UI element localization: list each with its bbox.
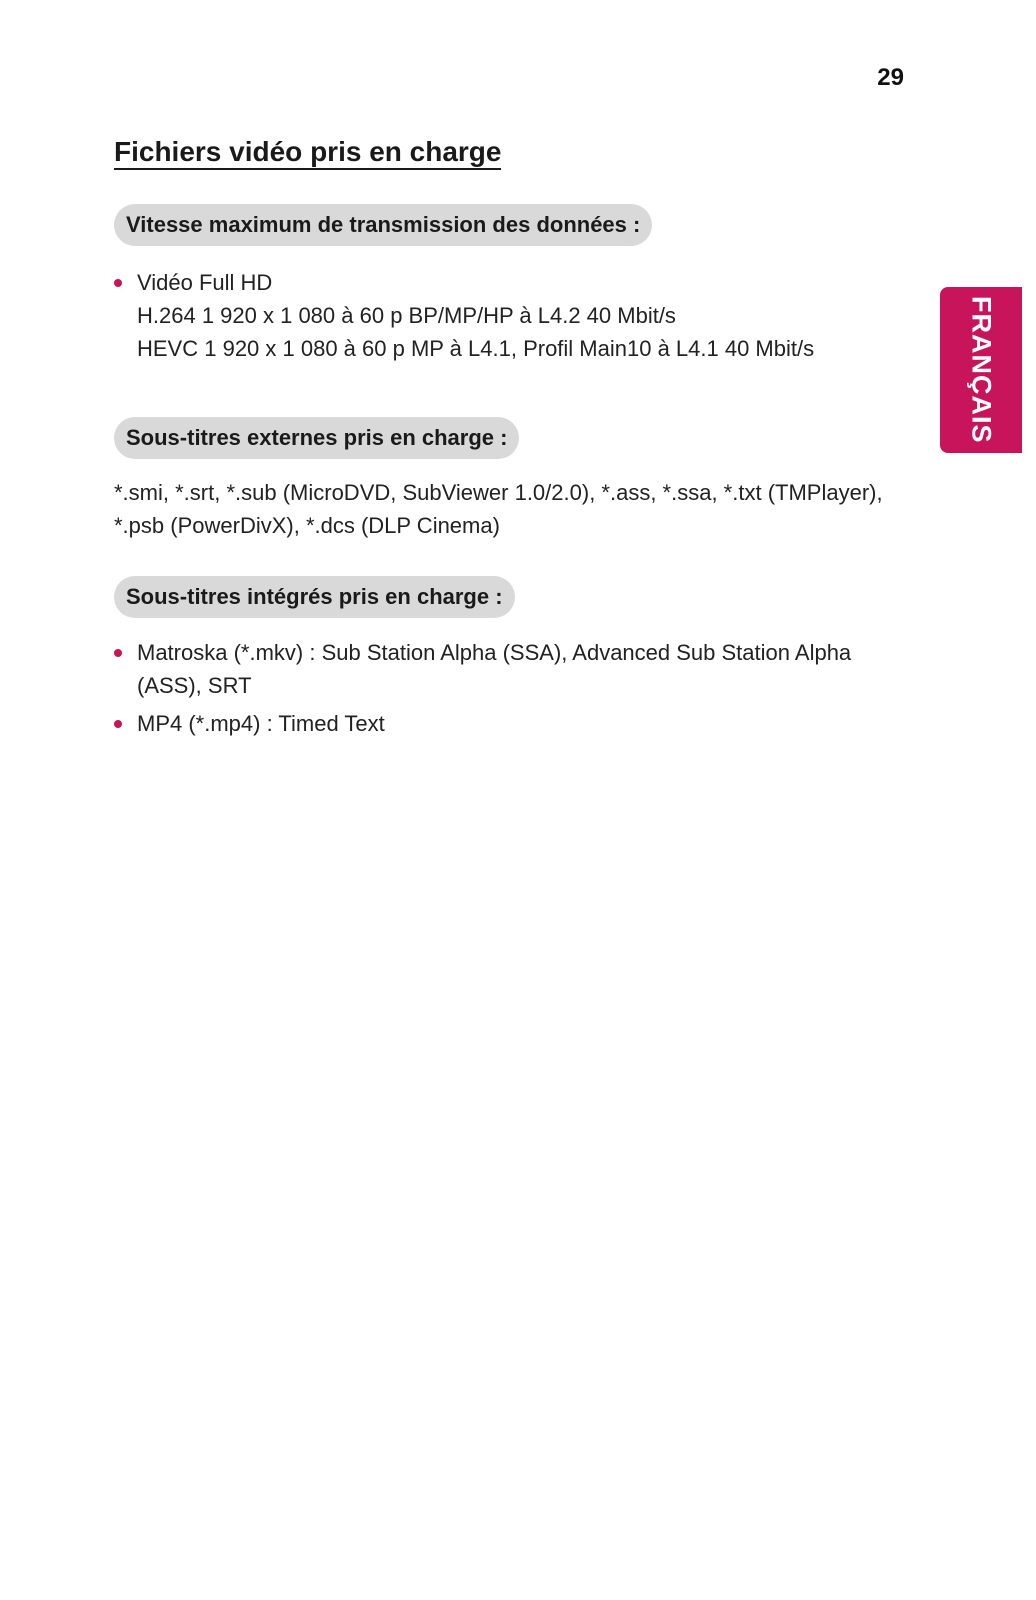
- bullet-dot-icon: [114, 649, 122, 657]
- list-item-line: MP4 (*.mp4) : Timed Text: [137, 711, 385, 736]
- list-item-line: (ASS), SRT: [137, 673, 252, 698]
- embedded-subtitles-list: [114, 636, 914, 740]
- list-item-line: H.264 1 920 x 1 080 à 60 p BP/MP/HP à L4.2 40 Mbit/s: [137, 303, 676, 328]
- list-item-line: Vidéo Full HD: [137, 270, 273, 295]
- language-tab-label: FRANÇAIS: [966, 296, 997, 444]
- paragraph-line: *.psb (PowerDivX), *.dcs (DLP Cinema): [114, 513, 500, 538]
- section-heading: Vitesse maximum de transmission des données :: [114, 204, 652, 246]
- bullet-dot-icon: [114, 720, 122, 728]
- page-number: 29: [877, 64, 904, 91]
- section-heading: Sous-titres intégrés pris en charge :: [114, 576, 515, 618]
- section-external-subtitles: [114, 365, 914, 542]
- page-content: [114, 136, 914, 740]
- section-heading: Sous-titres externes pris en charge :: [114, 417, 519, 459]
- list-item: [114, 266, 914, 365]
- language-tab: [940, 287, 1022, 453]
- page-title: Fichiers vidéo pris en charge: [114, 136, 501, 170]
- list-item-line: Matroska (*.mkv) : Sub Station Alpha (SSA), Advanced Sub Station Alpha: [137, 640, 852, 665]
- list-item: [114, 707, 914, 740]
- bitrate-list: [114, 266, 914, 365]
- external-subtitles-paragraph: [114, 476, 914, 542]
- list-item-line: HEVC 1 920 x 1 080 à 60 p MP à L4.1, Profil Main10 à L4.1 40 Mbit/s: [137, 336, 815, 361]
- paragraph-line: *.smi, *.srt, *.sub (MicroDVD, SubViewer 1.0/2.0), *.ass, *.ssa, *.txt (TMPlayer),: [114, 480, 883, 505]
- list-item: [114, 636, 914, 702]
- section-max-bitrate: [114, 170, 914, 365]
- bullet-dot-icon: [114, 279, 122, 287]
- section-embedded-subtitles: [114, 542, 914, 740]
